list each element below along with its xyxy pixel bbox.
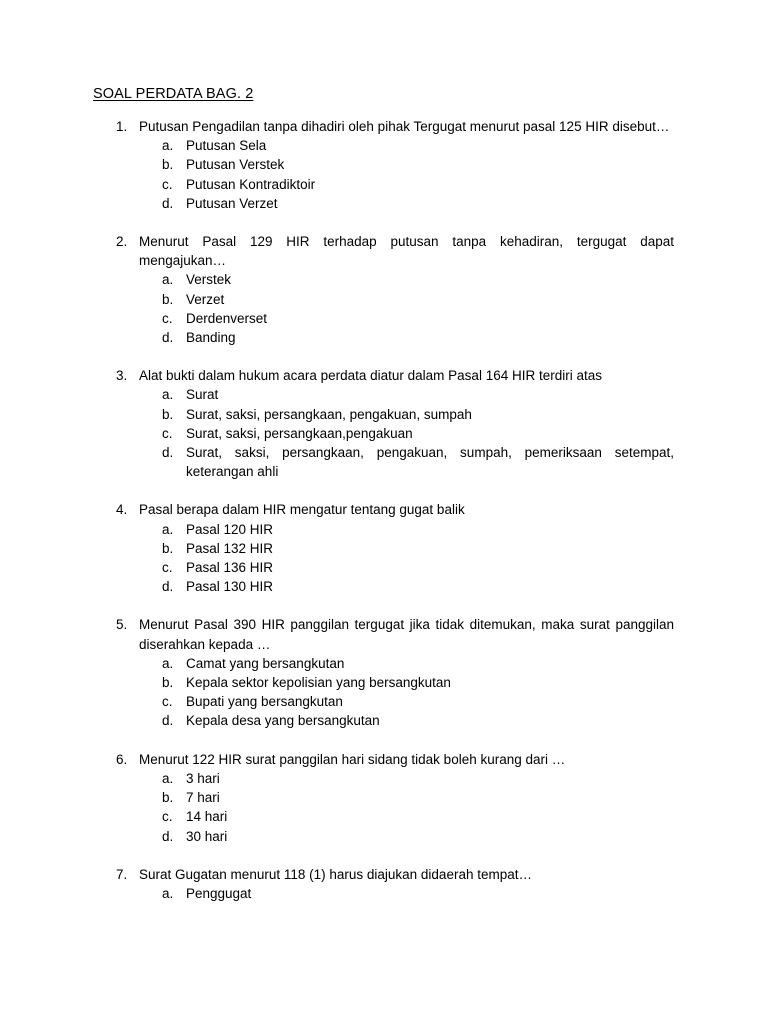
option-b (0, 290, 768, 309)
option-c (0, 558, 768, 577)
document-title: SOAL PERDATA BAG. 2 (93, 86, 254, 102)
option-letter: c. (162, 694, 173, 710)
option-letter: a. (162, 521, 174, 537)
option-letter: c. (162, 176, 173, 192)
option-letter: d. (162, 195, 174, 211)
question-text: Menurut 122 HIR surat panggilan hari sidang tidak boleh kurang dari … (139, 751, 566, 767)
option-list (0, 270, 768, 347)
question-text: Menurut Pasal 129 HIR terhadap putusan tanpa kehadiran, tergugat dapat mengajukan… (139, 234, 674, 269)
question-text: Pasal berapa dalam HIR mengatur tentang gugat balik (139, 502, 465, 518)
question-2 (0, 232, 768, 347)
option-text: 3 hari (186, 770, 220, 786)
option-c (0, 807, 768, 826)
option-letter: b. (162, 675, 174, 691)
option-a (0, 884, 768, 903)
option-text: Bupati yang bersangkutan (186, 694, 343, 710)
option-text: Kepala sektor kepolisian yang bersangkutan (186, 675, 451, 691)
option-text: Surat, saksi, persangkaan, pengakuan, sumpah (186, 406, 472, 422)
option-letter: c. (162, 560, 173, 576)
question-number: 6. (116, 751, 128, 767)
question-list (0, 117, 768, 922)
option-text: Putusan Verstek (186, 157, 285, 173)
question-4 (0, 500, 768, 596)
option-text: Putusan Sela (186, 138, 267, 154)
question-text: Alat bukti dalam hukum acara perdata diatur dalam Pasal 164 HIR terdiri atas (139, 368, 602, 384)
option-d (0, 328, 768, 347)
option-list (0, 769, 768, 846)
option-text: Pasal 130 HIR (186, 579, 274, 595)
option-text: Surat (186, 387, 219, 403)
option-text: Putusan Verzet (186, 195, 278, 211)
option-list (0, 884, 768, 903)
question-number: 3. (116, 368, 128, 384)
question-text: Menurut Pasal 390 HIR panggilan tergugat jika tidak ditemukan, maka surat panggilan diserahkan kepada … (139, 617, 674, 652)
option-text: Surat, saksi, persangkaan,pengakuan (186, 425, 413, 441)
option-letter: d. (162, 445, 174, 461)
option-letter: a. (162, 138, 174, 154)
option-letter: a. (162, 387, 174, 403)
question-text: Putusan Pengadilan tanpa dihadiri oleh pihak Tergugat menurut pasal 125 HIR disebut… (139, 119, 670, 134)
option-d (0, 827, 768, 846)
option-letter: a. (162, 655, 174, 671)
option-text: Pasal 136 HIR (186, 560, 274, 576)
option-a (0, 769, 768, 788)
option-text: Camat yang bersangkutan (186, 655, 345, 671)
option-letter: c. (162, 425, 173, 441)
option-text: 14 hari (186, 809, 228, 825)
question-3 (0, 366, 768, 481)
option-letter: b. (162, 157, 174, 173)
option-text: Penggugat (186, 885, 252, 901)
option-list (0, 136, 768, 213)
option-letter: b. (162, 540, 174, 556)
question-text: Surat Gugatan menurut 118 (1) harus diajukan didaerah tempat… (139, 866, 532, 882)
option-a (0, 654, 768, 673)
option-a (0, 385, 768, 404)
option-d (0, 443, 768, 481)
option-letter: d. (162, 579, 174, 595)
option-letter: a. (162, 885, 174, 901)
option-text: Pasal 120 HIR (186, 521, 274, 537)
option-text: Pasal 132 HIR (186, 540, 274, 556)
option-letter: b. (162, 406, 174, 422)
question-number: 5. (116, 617, 128, 633)
question-number: 2. (116, 234, 128, 250)
option-letter: d. (162, 828, 174, 844)
option-text: Derdenverset (186, 310, 268, 326)
question-1 (0, 117, 768, 213)
option-list (0, 385, 768, 481)
option-text: Surat, saksi, persangkaan, pengakuan, sumpah, pemeriksaan setempat, keterangan ahli (186, 445, 674, 480)
option-letter: a. (162, 770, 174, 786)
option-a (0, 270, 768, 289)
option-c (0, 424, 768, 443)
option-text: Verstek (186, 272, 232, 288)
question-6 (0, 750, 768, 846)
option-text: Putusan Kontradiktoir (186, 176, 316, 192)
question-5 (0, 615, 768, 730)
question-number: 7. (116, 866, 128, 882)
option-text: 30 hari (186, 828, 228, 844)
option-a (0, 136, 768, 155)
question-number: 1. (116, 119, 128, 134)
option-text: 7 hari (186, 790, 220, 806)
option-letter: c. (162, 809, 173, 825)
question-7 (0, 865, 768, 903)
option-list (0, 654, 768, 731)
option-b (0, 155, 768, 174)
option-c (0, 175, 768, 194)
option-c (0, 692, 768, 711)
option-b (0, 673, 768, 692)
option-d (0, 577, 768, 596)
option-text: Verzet (186, 291, 225, 307)
option-b (0, 539, 768, 558)
option-text: Kepala desa yang bersangkutan (186, 713, 380, 729)
option-letter: b. (162, 790, 174, 806)
option-d (0, 711, 768, 730)
option-d (0, 194, 768, 213)
option-a (0, 520, 768, 539)
option-b (0, 788, 768, 807)
option-letter: c. (162, 310, 173, 326)
option-letter: a. (162, 272, 174, 288)
option-text: Banding (186, 330, 236, 346)
option-letter: d. (162, 713, 174, 729)
option-letter: b. (162, 291, 174, 307)
option-list (0, 520, 768, 597)
option-b (0, 405, 768, 424)
option-c (0, 309, 768, 328)
question-number: 4. (116, 502, 128, 518)
option-letter: d. (162, 330, 174, 346)
